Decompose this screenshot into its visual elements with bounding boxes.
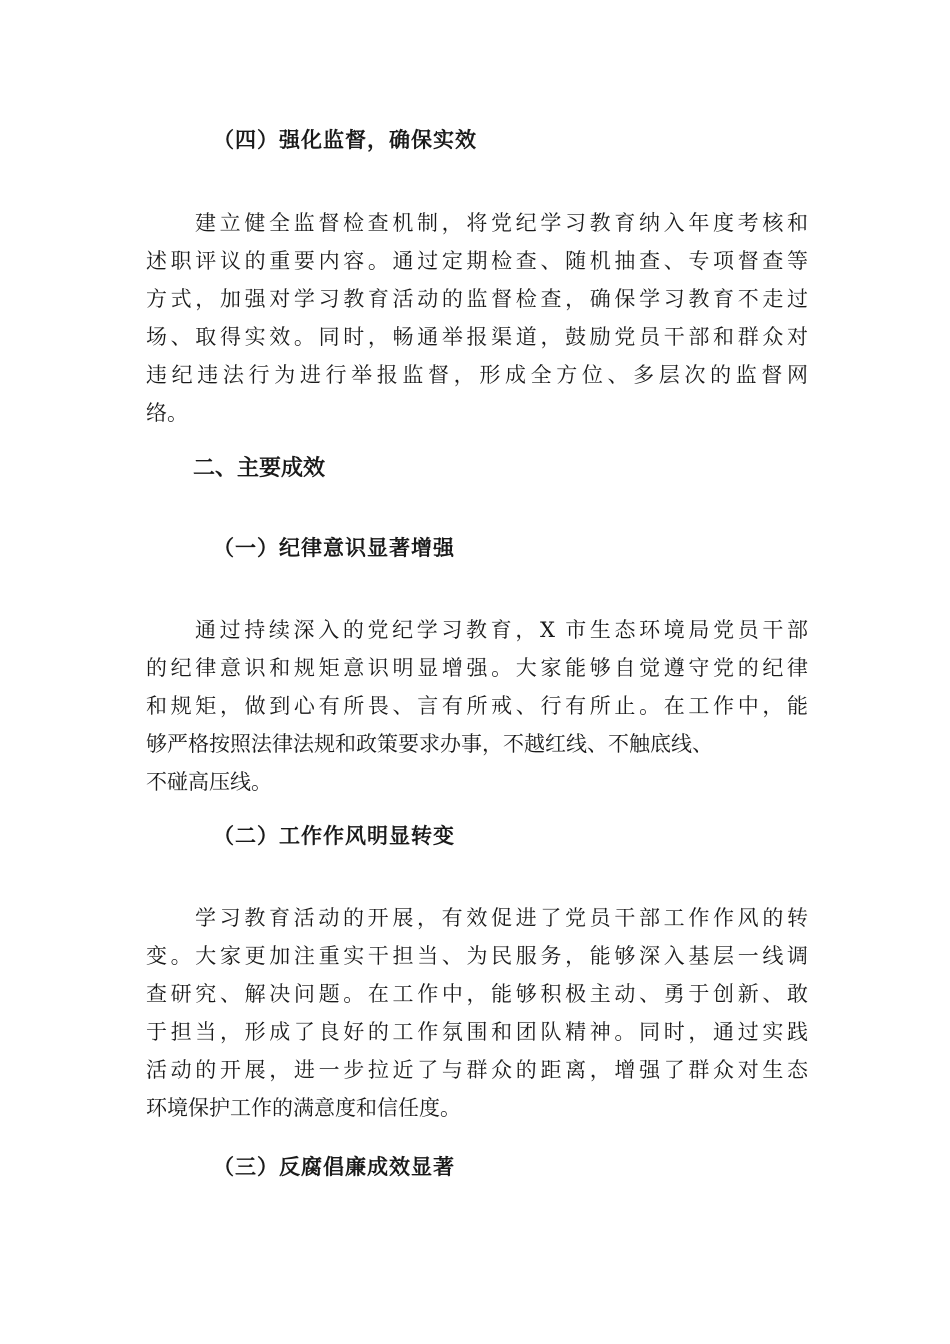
paragraph-line: 不碰高压线。 <box>146 770 272 794</box>
paragraph-line: 通过持续深入的党纪学习教育，X 市生态环境局党员干部 <box>195 618 808 642</box>
paragraph-line: 于担当，形成了良好的工作氛围和团队精神。同时，通过实践 <box>146 1020 808 1044</box>
paragraph-line: 建立健全监督检查机制，将党纪学习教育纳入年度考核和 <box>195 211 808 235</box>
paragraph-line: 场、取得实效。同时，畅通举报渠道，鼓励党员干部和群众对 <box>146 325 808 349</box>
paragraph-line: 和规矩，做到心有所畏、言有所戒、行有所止。在工作中，能 <box>146 694 808 718</box>
result-heading-2: （二）工作作风明显转变 <box>213 823 455 848</box>
paragraph-line: 方式，加强对学习教育活动的监督检查，确保学习教育不走过 <box>146 287 808 311</box>
section-heading-4: （四）强化监督，确保实效 <box>213 127 477 152</box>
result-1-paragraph <box>146 611 808 801</box>
paragraph-line: 学习教育活动的开展，有效促进了党员干部工作作风的转 <box>195 906 808 930</box>
paragraph-line: 的纪律意识和规矩意识明显增强。大家能够自觉遵守党的纪律 <box>146 656 808 680</box>
result-2-paragraph <box>146 899 808 1127</box>
section-4-paragraph <box>146 204 808 432</box>
paragraph-line: 络。 <box>146 401 188 425</box>
paragraph-line: 环境保护工作的满意度和信任度。 <box>146 1096 461 1120</box>
paragraph-line: 够严格按照法律法规和政策要求办事，不越红线、不触底线、 <box>146 732 713 756</box>
paragraph-line: 变。大家更加注重实干担当、为民服务，能够深入基层一线调 <box>146 944 808 968</box>
paragraph-line: 违纪违法行为进行举报监督，形成全方位、多层次的监督网 <box>146 363 808 387</box>
result-heading-1: （一）纪律意识显著增强 <box>213 535 455 560</box>
paragraph-line: 查研究、解决问题。在工作中，能够积极主动、勇于创新、敢 <box>146 982 808 1006</box>
paragraph-line: 活动的开展，进一步拉近了与群众的距离，增强了群众对生态 <box>146 1058 808 1082</box>
result-heading-3: （三）反腐倡廉成效显著 <box>213 1154 455 1179</box>
paragraph-line: 述职评议的重要内容。通过定期检查、随机抽查、专项督查等 <box>146 249 808 273</box>
part-two-heading: 二、主要成效 <box>193 456 326 481</box>
